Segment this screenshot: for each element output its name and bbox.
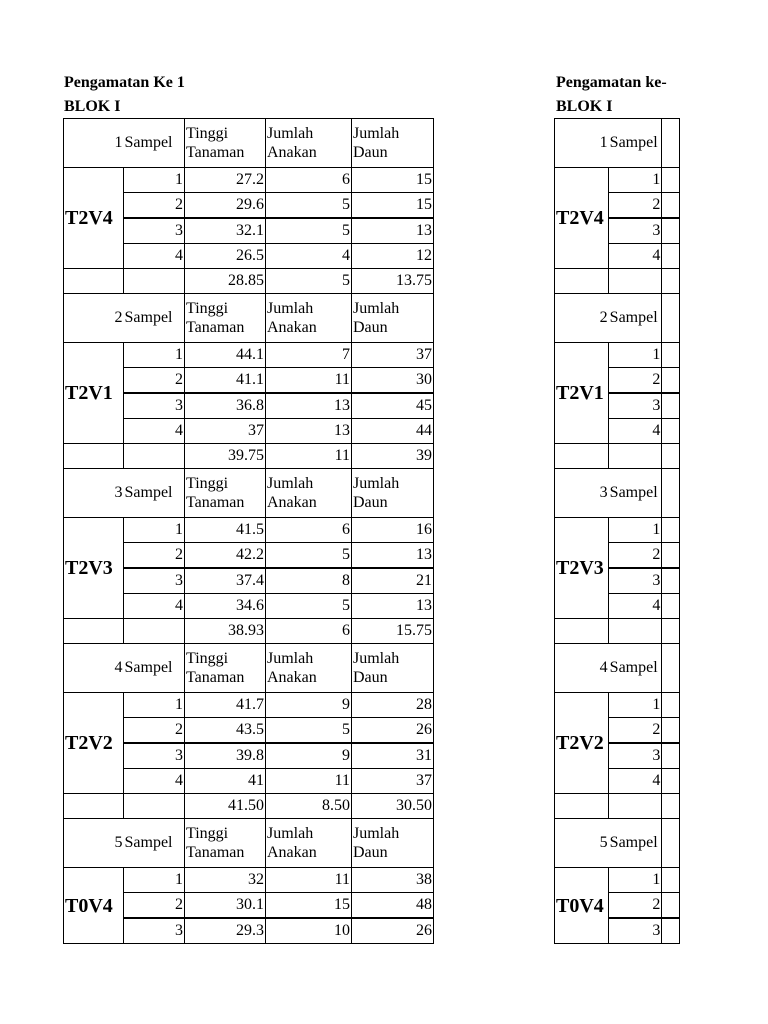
table-row [64,168,434,193]
sample-number: 1 [609,868,662,893]
empty-cell [662,568,680,594]
empty-cell [662,594,680,619]
tinggi-value: 36.8 [185,393,266,419]
treatment-label: T2V2 [555,693,609,794]
sampel-header: Sampel [609,119,662,168]
daun-value: 26 [352,918,434,944]
empty-cell [662,244,680,269]
empty-cell [662,743,680,769]
anakan-value: 15 [266,893,352,919]
tinggi-value: 43.5 [185,718,266,744]
sample-number: 1 [124,168,185,193]
empty-cell [662,193,680,219]
tinggi-header: Tinggi Tanaman [185,469,266,518]
empty-cell [662,644,680,693]
average-row [64,269,434,294]
anakan-value: 6 [266,168,352,193]
tinggi-average: 41.50 [185,794,266,819]
tinggi-header: Tinggi Tanaman [185,119,266,168]
sample-number: 4 [124,594,185,619]
sample-number: 1 [609,343,662,368]
daun-average: 15.75 [352,619,434,644]
anakan-value: 5 [266,594,352,619]
daun-value: 45 [352,393,434,419]
anakan-value: 11 [266,368,352,394]
block-number: 2 [64,294,124,343]
anakan-average: 5 [266,269,352,294]
empty-cell [662,368,680,394]
sampel-header: Sampel [609,644,662,693]
sample-number: 2 [609,193,662,219]
tinggi-value: 42.2 [185,543,266,569]
block-number: 5 [555,819,609,868]
sample-number: 3 [124,743,185,769]
sample-number: 3 [609,743,662,769]
sampel-header: Sampel [124,294,185,343]
sample-number: 2 [609,368,662,394]
daun-value: 31 [352,743,434,769]
empty-cell [64,794,124,819]
block-number: 3 [64,469,124,518]
treatment-label: T0V4 [555,868,609,944]
anakan-header: Jumlah Anakan [266,644,352,693]
empty-cell [662,518,680,543]
tinggi-value: 29.6 [185,193,266,219]
daun-average: 30.50 [352,794,434,819]
average-row [555,444,680,469]
tinggi-value: 26.5 [185,244,266,269]
average-row [64,619,434,644]
empty-cell [662,868,680,893]
empty-cell [64,619,124,644]
table-row [555,343,680,368]
tinggi-value: 41.1 [185,368,266,394]
block-number: 1 [555,119,609,168]
anakan-value: 9 [266,693,352,718]
daun-value: 21 [352,568,434,594]
sample-number: 3 [609,218,662,244]
empty-cell [662,469,680,518]
tinggi-header: Tinggi Tanaman [185,819,266,868]
table-row [64,693,434,718]
empty-cell [662,269,680,294]
sample-number: 3 [124,393,185,419]
left-subtitle: BLOK I [64,98,121,115]
daun-header: Jumlah Daun [352,819,434,868]
block-number: 5 [64,819,124,868]
sample-number: 1 [609,168,662,193]
daun-header: Jumlah Daun [352,294,434,343]
right-data-table [554,118,680,944]
right-title: Pengamatan ke- [556,74,667,91]
tinggi-value: 41 [185,769,266,794]
empty-cell [662,693,680,718]
sample-number: 2 [609,893,662,919]
sample-number: 1 [124,343,185,368]
daun-value: 15 [352,193,434,219]
empty-cell [662,718,680,744]
sample-number: 4 [609,419,662,444]
treatment-label: T2V2 [64,693,124,794]
anakan-average: 6 [266,619,352,644]
table-row [555,518,680,543]
average-row [555,619,680,644]
sample-number: 1 [609,693,662,718]
tinggi-value: 32.1 [185,218,266,244]
daun-header: Jumlah Daun [352,469,434,518]
sample-number: 2 [124,893,185,919]
treatment-label: T2V4 [555,168,609,269]
anakan-value: 13 [266,393,352,419]
table-row [555,868,680,893]
sample-number: 3 [609,393,662,419]
empty-cell [609,619,662,644]
sample-number: 1 [609,518,662,543]
empty-cell [124,794,185,819]
daun-value: 37 [352,343,434,368]
tinggi-value: 37 [185,419,266,444]
tinggi-header: Tinggi Tanaman [185,294,266,343]
daun-average: 13.75 [352,269,434,294]
daun-header: Jumlah Daun [352,644,434,693]
daun-value: 13 [352,594,434,619]
anakan-value: 13 [266,419,352,444]
treatment-label: T0V4 [64,868,124,944]
empty-cell [609,444,662,469]
empty-cell [662,819,680,868]
anakan-value: 6 [266,518,352,543]
daun-value: 37 [352,769,434,794]
daun-value: 13 [352,218,434,244]
anakan-value: 8 [266,568,352,594]
left-table-area [63,118,443,948]
table-row [64,868,434,893]
empty-cell [662,343,680,368]
block-number: 4 [64,644,124,693]
sample-number: 3 [124,218,185,244]
block-number: 2 [555,294,609,343]
empty-cell [64,444,124,469]
sampel-header: Sampel [124,644,185,693]
daun-value: 12 [352,244,434,269]
empty-cell [662,918,680,944]
sample-number: 3 [609,918,662,944]
treatment-label: T2V3 [64,518,124,619]
tinggi-value: 30.1 [185,893,266,919]
empty-cell [64,269,124,294]
treatment-label: T2V3 [555,518,609,619]
sample-number: 4 [124,769,185,794]
anakan-value: 4 [266,244,352,269]
sample-number: 2 [609,543,662,569]
empty-cell [124,269,185,294]
empty-cell [662,168,680,193]
tinggi-value: 32 [185,868,266,893]
tinggi-value: 41.7 [185,693,266,718]
sampel-header: Sampel [609,469,662,518]
tinggi-value: 39.8 [185,743,266,769]
anakan-value: 5 [266,718,352,744]
right-subtitle: BLOK I [556,98,613,115]
empty-cell [609,794,662,819]
daun-average: 39 [352,444,434,469]
anakan-value: 10 [266,918,352,944]
anakan-value: 11 [266,769,352,794]
table-row [64,343,434,368]
average-row [64,794,434,819]
block-number: 4 [555,644,609,693]
left-title: Pengamatan Ke 1 [64,74,185,91]
sample-number: 4 [609,244,662,269]
average-row [64,444,434,469]
sample-number: 2 [124,543,185,569]
block-number: 3 [555,469,609,518]
anakan-value: 5 [266,218,352,244]
daun-header: Jumlah Daun [352,119,434,168]
tinggi-average: 28.85 [185,269,266,294]
treatment-label: T2V4 [64,168,124,269]
daun-value: 16 [352,518,434,543]
empty-cell [662,794,680,819]
empty-cell [555,444,609,469]
daun-value: 13 [352,543,434,569]
sample-number: 3 [124,918,185,944]
average-row [555,794,680,819]
empty-cell [662,393,680,419]
sample-number: 3 [609,568,662,594]
sample-number: 3 [124,568,185,594]
empty-cell [555,269,609,294]
empty-cell [662,444,680,469]
empty-cell [555,794,609,819]
anakan-header: Jumlah Anakan [266,469,352,518]
sample-number: 2 [609,718,662,744]
anakan-value: 9 [266,743,352,769]
table-row [555,168,680,193]
empty-cell [662,543,680,569]
daun-value: 38 [352,868,434,893]
anakan-value: 5 [266,193,352,219]
anakan-value: 5 [266,543,352,569]
anakan-value: 7 [266,343,352,368]
sample-number: 4 [124,419,185,444]
treatment-label: T2V1 [64,343,124,444]
empty-cell [662,419,680,444]
empty-cell [662,218,680,244]
empty-cell [662,619,680,644]
anakan-average: 8.50 [266,794,352,819]
sampel-header: Sampel [609,294,662,343]
tinggi-average: 39.75 [185,444,266,469]
daun-value: 48 [352,893,434,919]
anakan-average: 11 [266,444,352,469]
sample-number: 4 [124,244,185,269]
empty-cell [662,119,680,168]
table-row [64,518,434,543]
anakan-header: Jumlah Anakan [266,119,352,168]
sample-number: 2 [124,368,185,394]
sampel-header: Sampel [124,469,185,518]
daun-value: 44 [352,419,434,444]
anakan-header: Jumlah Anakan [266,294,352,343]
sample-number: 2 [124,718,185,744]
empty-cell [555,619,609,644]
block-number: 1 [64,119,124,168]
anakan-value: 11 [266,868,352,893]
daun-value: 26 [352,718,434,744]
left-data-table [63,118,434,944]
sample-number: 4 [609,769,662,794]
empty-cell [124,444,185,469]
empty-cell [662,294,680,343]
daun-value: 30 [352,368,434,394]
daun-value: 15 [352,168,434,193]
right-table-area [554,118,680,948]
tinggi-value: 37.4 [185,568,266,594]
tinggi-value: 34.6 [185,594,266,619]
sampel-header: Sampel [609,819,662,868]
tinggi-value: 29.3 [185,918,266,944]
sample-number: 1 [124,693,185,718]
empty-cell [662,769,680,794]
empty-cell [124,619,185,644]
sampel-header: Sampel [124,819,185,868]
tinggi-header: Tinggi Tanaman [185,644,266,693]
empty-cell [662,893,680,919]
average-row [555,269,680,294]
sample-number: 1 [124,868,185,893]
right-heading-area [556,74,679,118]
tinggi-value: 27.2 [185,168,266,193]
sample-number: 4 [609,594,662,619]
sampel-header: Sampel [124,119,185,168]
sample-number: 1 [124,518,185,543]
anakan-header: Jumlah Anakan [266,819,352,868]
empty-cell [609,269,662,294]
table-row [555,693,680,718]
treatment-label: T2V1 [555,343,609,444]
tinggi-value: 41.5 [185,518,266,543]
tinggi-value: 44.1 [185,343,266,368]
sample-number: 2 [124,193,185,219]
tinggi-average: 38.93 [185,619,266,644]
daun-value: 28 [352,693,434,718]
